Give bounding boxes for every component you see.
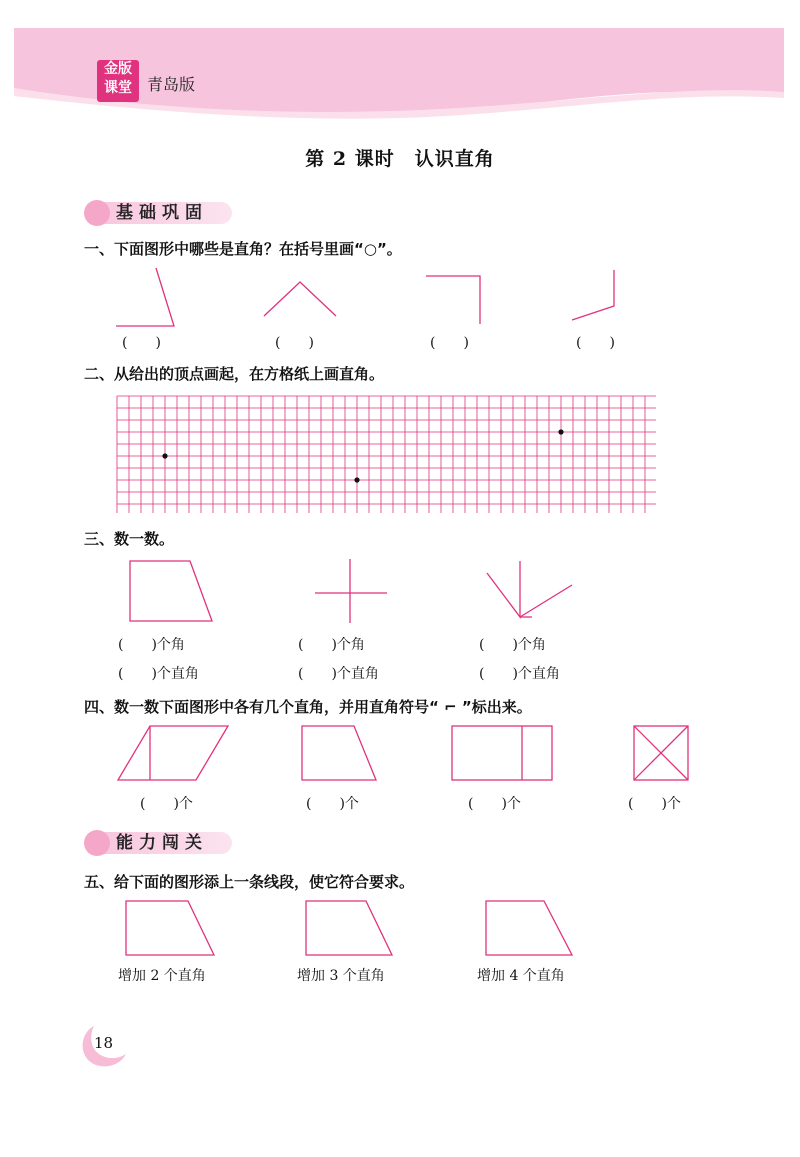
q3-right-count-3[interactable]: ( )个直角 [479, 666, 560, 682]
q5-label-1: 增加 2 个直角 [118, 968, 206, 984]
q4-answer-2[interactable]: ( )个 [306, 796, 359, 812]
q3-angle-count-2[interactable]: ( )个角 [298, 637, 365, 653]
logo-text-top: 金版 [104, 61, 132, 77]
q1-angle-4 [572, 270, 614, 320]
q4-trapezoid [302, 726, 376, 780]
music-note-icon [84, 200, 110, 226]
q1-angle-3 [426, 276, 480, 324]
section-basic-tag [84, 200, 254, 226]
q1-answer-4[interactable]: ( ) [576, 335, 615, 351]
q5-trapezoid-2 [306, 901, 392, 955]
question-5-prompt: 五、给下面的图形添上一条线段，使它符合要求。 [84, 873, 415, 891]
publisher-logo [97, 60, 139, 102]
question-2-prompt: 二、从给出的顶点画起，在方格纸上画直角。 [84, 365, 385, 383]
q4-answer-3[interactable]: ( )个 [468, 796, 521, 812]
q3-figures [120, 555, 600, 630]
q5-trapezoid-1 [126, 901, 214, 955]
q1-answer-3[interactable]: ( ) [430, 335, 469, 351]
q1-angle-2 [264, 282, 336, 316]
q1-answer-2[interactable]: ( ) [275, 335, 314, 351]
q1-angle-1 [116, 268, 174, 326]
q5-figures [120, 895, 590, 961]
q3-fan-lines [487, 561, 520, 617]
q4-answer-1[interactable]: ( )个 [140, 796, 193, 812]
q3-trapezoid [130, 561, 212, 621]
q2-grid-paper[interactable] [116, 395, 656, 513]
edition-label: 青岛版 [147, 75, 196, 94]
q3-angle-count-1[interactable]: ( )个角 [118, 637, 185, 653]
q3-right-count-2[interactable]: ( )个直角 [298, 666, 379, 682]
music-note-icon [84, 830, 110, 856]
question-1-prompt: 一、下面图形中哪些是直角？在括号里画“○”。 [84, 240, 402, 258]
q4-figures [110, 720, 700, 786]
q4-parallelogram [118, 726, 228, 780]
q3-angle-count-3[interactable]: ( )个角 [479, 637, 546, 653]
lesson-title: 第 2 课时 认识直角 [305, 148, 495, 170]
question-3-prompt: 三、数一数。 [84, 530, 175, 548]
q1-angles [100, 262, 660, 332]
q5-trapezoid-3 [486, 901, 572, 955]
q5-label-2: 增加 3 个直角 [297, 968, 385, 984]
vertex-dot [162, 453, 167, 458]
q5-label-3: 增加 4 个直角 [477, 968, 565, 984]
section-title: 基础巩固 [98, 202, 232, 224]
logo-text-bottom: 课堂 [104, 80, 132, 96]
section-advanced-tag [84, 830, 254, 856]
vertex-dot [558, 429, 563, 434]
question-4-prompt: 四、数一数下面图形中各有几个直角，并用直角符号“ ⌐ ”标出来。 [84, 698, 532, 716]
section-title: 能力闯关 [98, 832, 232, 854]
q1-answer-1[interactable]: ( ) [122, 335, 161, 351]
q4-answer-4[interactable]: ( )个 [628, 796, 681, 812]
q3-right-count-1[interactable]: ( )个直角 [118, 666, 199, 682]
page-number: 18 [94, 1034, 114, 1052]
vertex-dot [354, 477, 359, 482]
q4-rectangle [452, 726, 552, 780]
q3-fan-line-extra [520, 585, 572, 617]
